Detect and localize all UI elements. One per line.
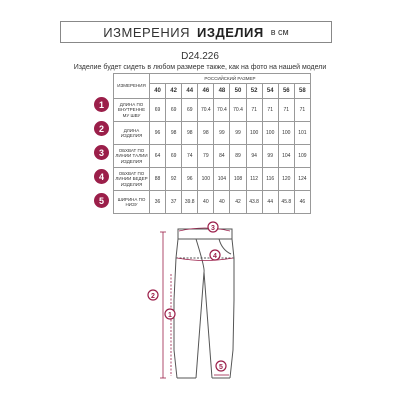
- table-cell: 94: [246, 145, 262, 168]
- table-cell: 101: [294, 122, 310, 145]
- fit-note: Изделие будет сидеть в любом размере также, как на фото на нашей модели: [73, 64, 327, 71]
- table-cell: 120: [278, 168, 294, 191]
- size-cell: 44: [182, 84, 198, 99]
- table-cell: 99: [262, 145, 278, 168]
- table-cell: 69: [150, 99, 166, 122]
- row-badge-1: 1: [94, 97, 109, 112]
- table-cell: 89: [230, 145, 246, 168]
- row-badge-2: 2: [94, 121, 109, 136]
- table-cell: 45.8: [278, 191, 294, 214]
- table-cell: 70.4: [198, 99, 214, 122]
- table-cell: 98: [166, 122, 182, 145]
- row-badge-3: 3: [94, 145, 109, 160]
- table-cell: 109: [294, 145, 310, 168]
- size-cell: 58: [294, 84, 310, 99]
- table-cell: 98: [182, 122, 198, 145]
- row-label: ОБХВАТ ПО ЛИНИИ БЕДЕР ИЗДЕЛИЯ: [114, 168, 150, 191]
- table-cell: 71: [294, 99, 310, 122]
- size-cell: 54: [262, 84, 278, 99]
- size-cell: 48: [214, 84, 230, 99]
- table-cell: 124: [294, 168, 310, 191]
- table-cell: 71: [246, 99, 262, 122]
- table-cell: 37: [166, 191, 182, 214]
- row-label: ШИРИНА ПО НИЗУ: [114, 191, 150, 214]
- table-cell: 100: [262, 122, 278, 145]
- table-cell: 92: [166, 168, 182, 191]
- article-number: D24.226: [181, 51, 219, 62]
- table-cell: 99: [214, 122, 230, 145]
- table-cell: 71: [278, 99, 294, 122]
- table-cell: 108: [230, 168, 246, 191]
- size-cell: 52: [246, 84, 262, 99]
- size-cell: 42: [166, 84, 182, 99]
- table-cell: 100: [246, 122, 262, 145]
- table-cell: 96: [182, 168, 198, 191]
- table-cell: 40: [214, 191, 230, 214]
- row-label: ДЛИНА ПО ВНУТРЕННЕ МУ ШВУ: [114, 99, 150, 122]
- size-cell: 40: [150, 84, 166, 99]
- diagram-markers: [148, 222, 226, 371]
- table-cell: 44: [262, 191, 278, 214]
- table-cell: 99: [230, 122, 246, 145]
- trousers-outline: [174, 229, 234, 378]
- diagram-marker-5: 5: [219, 364, 223, 371]
- table-cell: 69: [166, 145, 182, 168]
- row-label: ДЛИНА ИЗДЕЛИЯ: [114, 122, 150, 145]
- table-cell: 70.4: [214, 99, 230, 122]
- table-cell: 98: [198, 122, 214, 145]
- size-cell: 56: [278, 84, 294, 99]
- table-cell: 69: [182, 99, 198, 122]
- table-cell: 116: [262, 168, 278, 191]
- title-measurements: ИЗМЕРЕНИЯ: [103, 24, 190, 40]
- table-cell: 36: [150, 191, 166, 214]
- measure-header: ИЗМЕРЕНИЯ: [114, 74, 150, 99]
- diagram-marker-3: 3: [211, 225, 215, 232]
- title-product: ИЗДЕЛИЯ: [196, 24, 264, 40]
- table-cell: 71: [262, 99, 278, 122]
- table-cell: 40: [198, 191, 214, 214]
- table-cell: 104: [214, 168, 230, 191]
- size-cell: 50: [230, 84, 246, 99]
- table-cell: 42: [230, 191, 246, 214]
- table-cell: 88: [150, 168, 166, 191]
- table-cell: 79: [198, 145, 214, 168]
- table-cell: 112: [246, 168, 262, 191]
- measurement-lines: [160, 228, 233, 378]
- table-cell: 100: [198, 168, 214, 191]
- table-cell: 39.8: [182, 191, 198, 214]
- table-cell: 43.8: [246, 191, 262, 214]
- table-cell: 70.4: [230, 99, 246, 122]
- table-cell: 84: [214, 145, 230, 168]
- title-unit: в см: [270, 27, 289, 37]
- table-cell: 100: [278, 122, 294, 145]
- table-cell: 96: [150, 122, 166, 145]
- size-header: РОССИЙСКИЙ РАЗМЕР: [150, 74, 311, 84]
- table-cell: 69: [166, 99, 182, 122]
- row-label: ОБХВАТ ПО ЛИНИИ ТАЛИИ ИЗДЕЛИЯ: [114, 145, 150, 168]
- diagram-marker-1: 1: [168, 312, 172, 319]
- row-badge-4: 4: [94, 169, 109, 184]
- row-badge-5: 5: [94, 193, 109, 208]
- table-cell: 46: [294, 191, 310, 214]
- diagram-marker-4: 4: [213, 253, 217, 260]
- diagram-marker-2: 2: [151, 293, 155, 300]
- table-cell: 104: [278, 145, 294, 168]
- table-cell: 64: [150, 145, 166, 168]
- size-cell: 46: [198, 84, 214, 99]
- table-cell: 74: [182, 145, 198, 168]
